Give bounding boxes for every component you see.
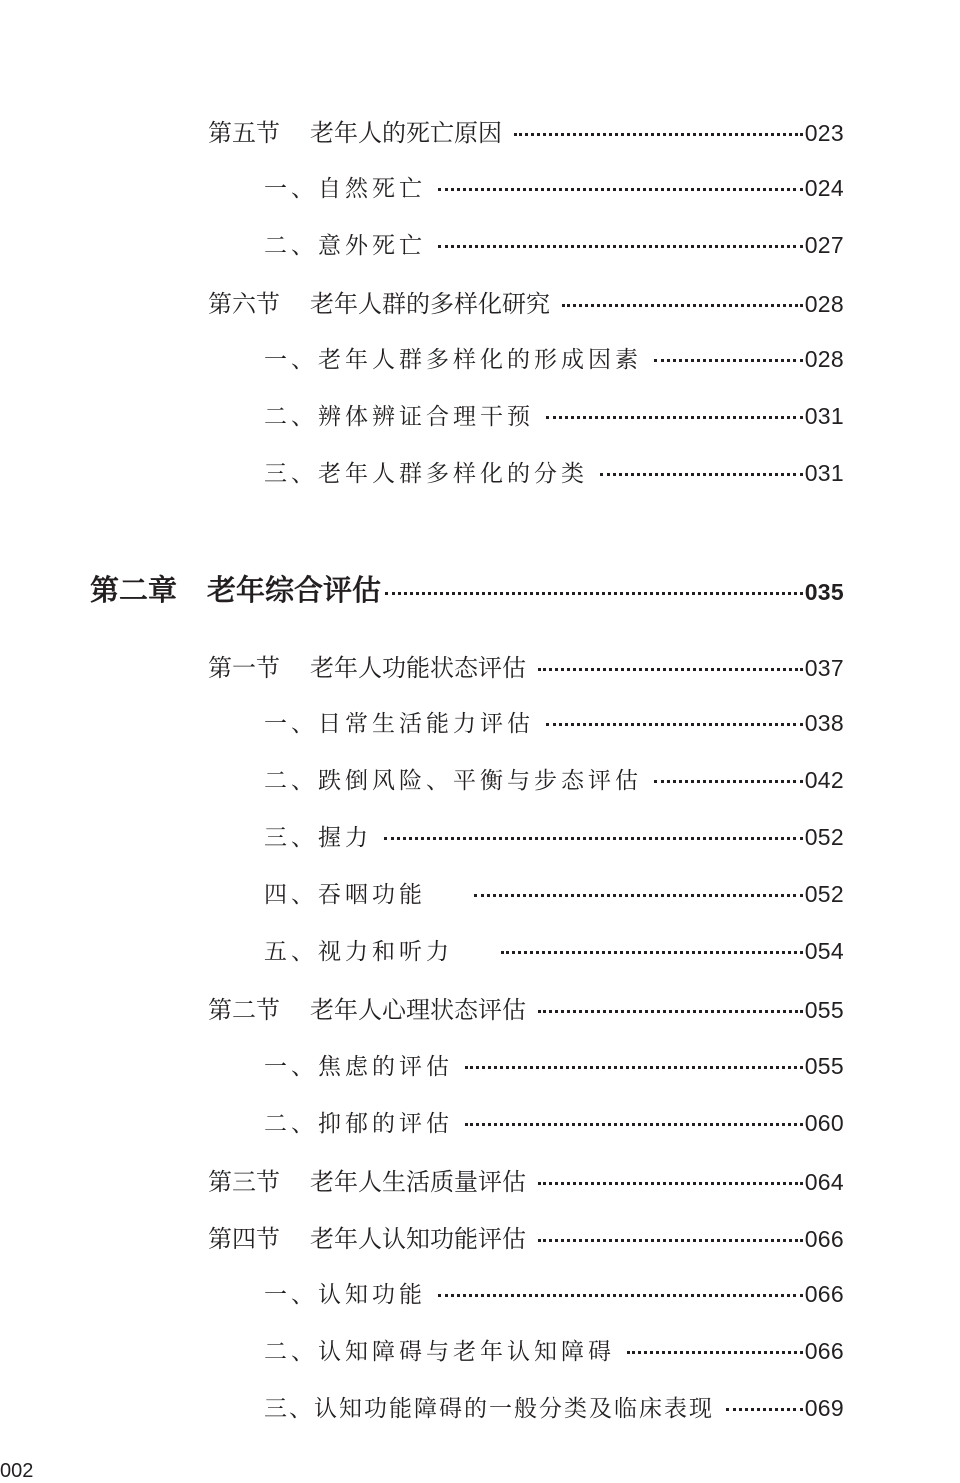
toc-entry-item bbox=[264, 1276, 844, 1309]
toc-entry-title: 三、认知功能障碍的一般分类及临床表现 bbox=[264, 1396, 714, 1422]
dot-leader bbox=[438, 1294, 803, 1297]
toc-entry-title: 一、焦虑的评估 bbox=[264, 1054, 453, 1080]
dot-leader bbox=[726, 1408, 803, 1411]
toc-page-number: 023 bbox=[804, 120, 844, 146]
toc-page-number: 031 bbox=[804, 460, 844, 486]
dot-leader bbox=[474, 894, 803, 897]
toc-entry-title: 一、老年人群多样化的形成因素 bbox=[264, 347, 642, 373]
dot-leader bbox=[546, 416, 803, 419]
toc-page-number: 060 bbox=[804, 1110, 844, 1136]
toc-entry-item bbox=[264, 1333, 844, 1366]
dot-leader bbox=[654, 780, 803, 783]
toc-entry-title: 第一节 老年人功能状态评估 bbox=[208, 654, 526, 682]
toc-page-number: 054 bbox=[804, 938, 844, 964]
toc-page-number: 066 bbox=[804, 1226, 844, 1252]
toc-entry-section bbox=[208, 1162, 844, 1197]
toc-entry-section bbox=[208, 990, 844, 1025]
toc-entry-item bbox=[264, 398, 844, 431]
dot-leader bbox=[438, 188, 803, 191]
toc-page-number: 066 bbox=[804, 1338, 844, 1364]
dot-leader bbox=[465, 1123, 803, 1126]
toc-entry-title: 五、视力和听力 bbox=[264, 939, 453, 965]
chapter-title: 第二章 老年综合评估 bbox=[90, 573, 382, 607]
toc-entry-section bbox=[208, 648, 844, 683]
toc-page-number: 055 bbox=[804, 997, 844, 1023]
toc-entry-section bbox=[208, 1219, 844, 1254]
toc-entry-item bbox=[264, 170, 844, 203]
toc-entry-title: 一、认知功能 bbox=[264, 1282, 426, 1308]
toc-entry-title: 三、握力 bbox=[264, 825, 372, 851]
toc-entry-title: 四、吞咽功能 bbox=[264, 882, 426, 908]
toc-entry-title: 第五节 老年人的死亡原因 bbox=[208, 119, 502, 147]
toc-entry-title: 第六节 老年人群的多样化研究 bbox=[208, 290, 550, 318]
toc-entry-title: 一、日常生活能力评估 bbox=[264, 711, 534, 737]
toc-entry-section bbox=[208, 284, 844, 319]
toc-entry-title: 二、辨体辨证合理干预 bbox=[264, 404, 534, 430]
toc-entry-title: 三、老年人群多样化的分类 bbox=[264, 461, 588, 487]
toc-entry-item bbox=[264, 1105, 844, 1138]
dot-leader bbox=[385, 592, 803, 595]
toc-entry-title: 一、自然死亡 bbox=[264, 176, 426, 202]
dot-leader bbox=[538, 1010, 803, 1013]
toc-page-number: 064 bbox=[804, 1169, 844, 1195]
toc-entry-item bbox=[264, 1048, 844, 1081]
toc-entry-item bbox=[264, 762, 844, 795]
toc-page-number: 052 bbox=[804, 824, 844, 850]
dot-leader bbox=[546, 723, 803, 726]
toc-entry-item bbox=[264, 876, 844, 909]
toc-entry-chapter bbox=[90, 568, 844, 609]
toc-entry-title: 第二节 老年人心理状态评估 bbox=[208, 996, 526, 1024]
toc-page-number: 066 bbox=[804, 1281, 844, 1307]
toc-entry-title: 二、认知障碍与老年认知障碍 bbox=[264, 1339, 615, 1365]
toc-page-number: 031 bbox=[804, 403, 844, 429]
toc-entry-item bbox=[264, 1390, 844, 1423]
dot-leader bbox=[465, 1066, 803, 1069]
dot-leader bbox=[538, 668, 803, 671]
toc-page-number: 024 bbox=[804, 175, 844, 201]
toc-page-number: 037 bbox=[804, 655, 844, 681]
toc-entry-item bbox=[264, 819, 844, 852]
dot-leader bbox=[501, 951, 803, 954]
dot-leader bbox=[514, 133, 803, 136]
toc-entry-item bbox=[264, 455, 844, 488]
toc-page-number: 052 bbox=[804, 881, 844, 907]
page-folio-number: 002 bbox=[0, 1460, 34, 1482]
dot-leader bbox=[627, 1351, 803, 1354]
toc-page-number: 055 bbox=[804, 1053, 844, 1079]
toc-entry-title: 二、抑郁的评估 bbox=[264, 1111, 453, 1137]
toc-page-number: 038 bbox=[804, 710, 844, 736]
dot-leader bbox=[562, 304, 803, 307]
toc-page-number: 035 bbox=[804, 579, 844, 605]
toc-page-number: 042 bbox=[804, 767, 844, 793]
toc-entry-title: 第三节 老年人生活质量评估 bbox=[208, 1168, 526, 1196]
toc-entry-section bbox=[208, 113, 844, 148]
toc-page-number: 027 bbox=[804, 232, 844, 258]
toc-entry-item bbox=[264, 227, 844, 260]
toc-page-number: 069 bbox=[804, 1395, 844, 1421]
dot-leader bbox=[384, 837, 803, 840]
dot-leader bbox=[654, 359, 803, 362]
dot-leader bbox=[600, 473, 803, 476]
toc-page-number: 028 bbox=[804, 346, 844, 372]
dot-leader bbox=[538, 1182, 803, 1185]
toc-entry-title: 二、跌倒风险、平衡与步态评估 bbox=[264, 768, 642, 794]
toc-entry-item bbox=[264, 341, 844, 374]
toc-page-number: 028 bbox=[804, 291, 844, 317]
dot-leader bbox=[538, 1239, 803, 1242]
dot-leader bbox=[438, 245, 803, 248]
toc-entry-title: 二、意外死亡 bbox=[264, 233, 426, 259]
toc-entry-title: 第四节 老年人认知功能评估 bbox=[208, 1225, 526, 1253]
toc-entry-item bbox=[264, 933, 844, 966]
toc-entry-item bbox=[264, 705, 844, 738]
